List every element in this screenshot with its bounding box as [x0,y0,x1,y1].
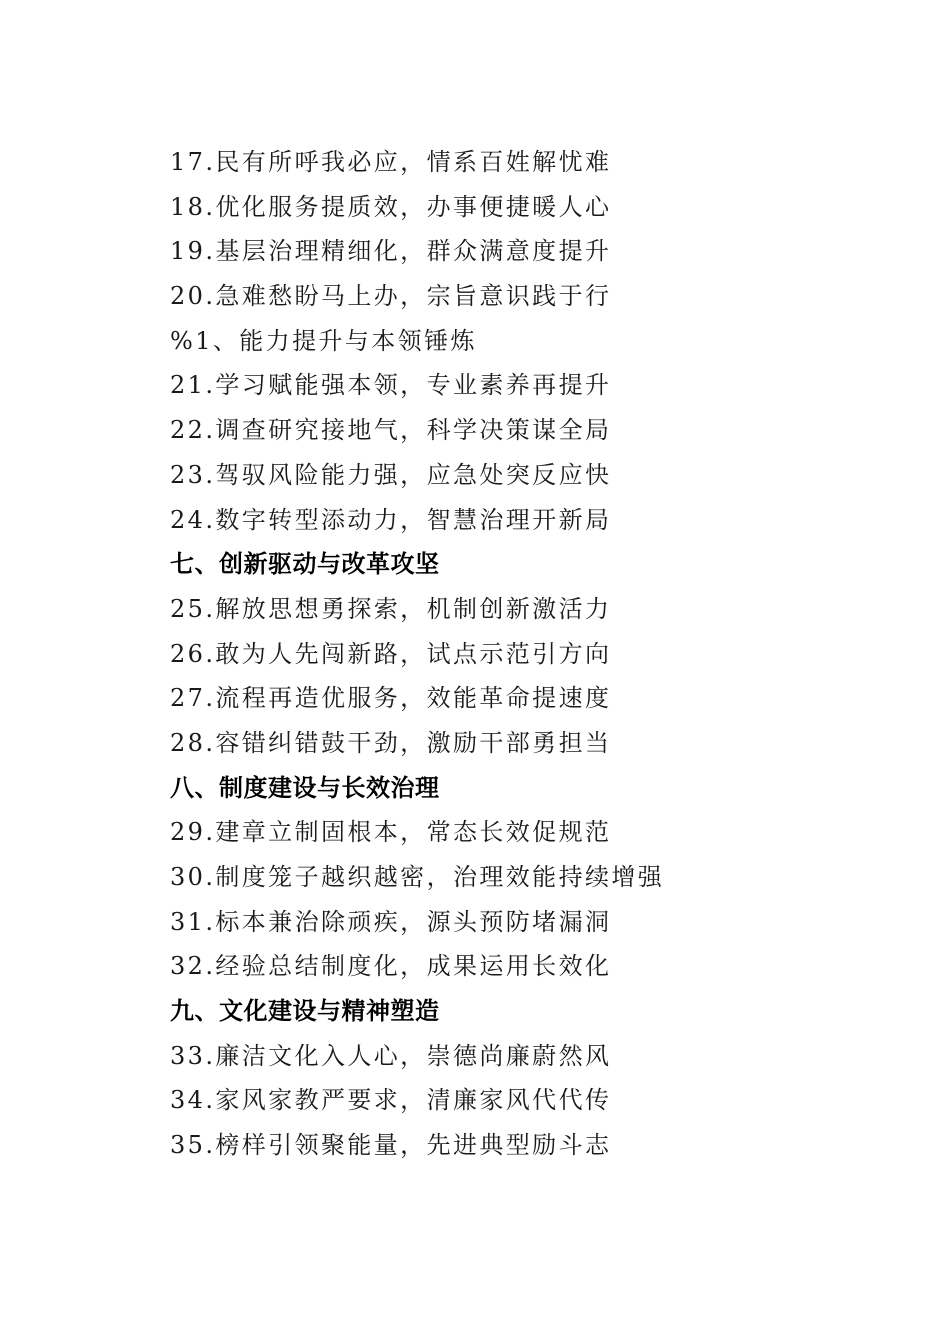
list-item: 29.建章立制固根本，常态长效促规范 [170,818,612,847]
section-heading-text: %1、能力提升与本领锤炼 [170,326,477,355]
list-item: 19.基层治理精细化，群众满意度提升 [170,237,612,266]
list-item: 34.家风家教严要求，清廉家风代代传 [170,1086,612,1115]
list-item: 35.榜样引领聚能量，先进典型励斗志 [170,1131,612,1160]
document-body [170,140,870,1168]
list-item: 26.敢为人先闯新路，试点示范引方向 [170,639,612,668]
section-heading: 八、制度建设与长效治理 [170,773,440,802]
list-item: 23.驾驭风险能力强，应急处突反应快 [170,460,612,489]
section-heading: 九、文化建设与精神塑造 [170,997,440,1026]
list-item: 28.容错纠错鼓干劲，激励干部勇担当 [170,728,612,757]
list-item: 22.调查研究接地气，科学决策谋全局 [170,416,612,445]
list-item: 30.制度笼子越织越密，治理效能持续增强 [170,863,665,891]
list-item: 21.学习赋能强本领，专业素养再提升 [170,371,612,400]
list-item: 18.优化服务提质效，办事便捷暖人心 [170,192,612,221]
list-item: 32.经验总结制度化，成果运用长效化 [170,952,612,981]
list-item: 25.解放思想勇探索，机制创新激活力 [170,594,612,623]
section-heading: 七、创新驱动与改革攻坚 [170,550,440,579]
list-item: 24.数字转型添动力，智慧治理开新局 [170,505,612,534]
list-item: 20.急难愁盼马上办，宗旨意识践于行 [170,282,612,311]
list-item: 33.廉洁文化入人心，崇德尚廉蔚然风 [170,1041,612,1070]
list-item: 27.流程再造优服务，效能革命提速度 [170,684,612,713]
list-item: 31.标本兼治除顽疾，源头预防堵漏洞 [170,907,612,936]
list-item: 17.民有所呼我必应，情系百姓解忧难 [170,148,612,176]
